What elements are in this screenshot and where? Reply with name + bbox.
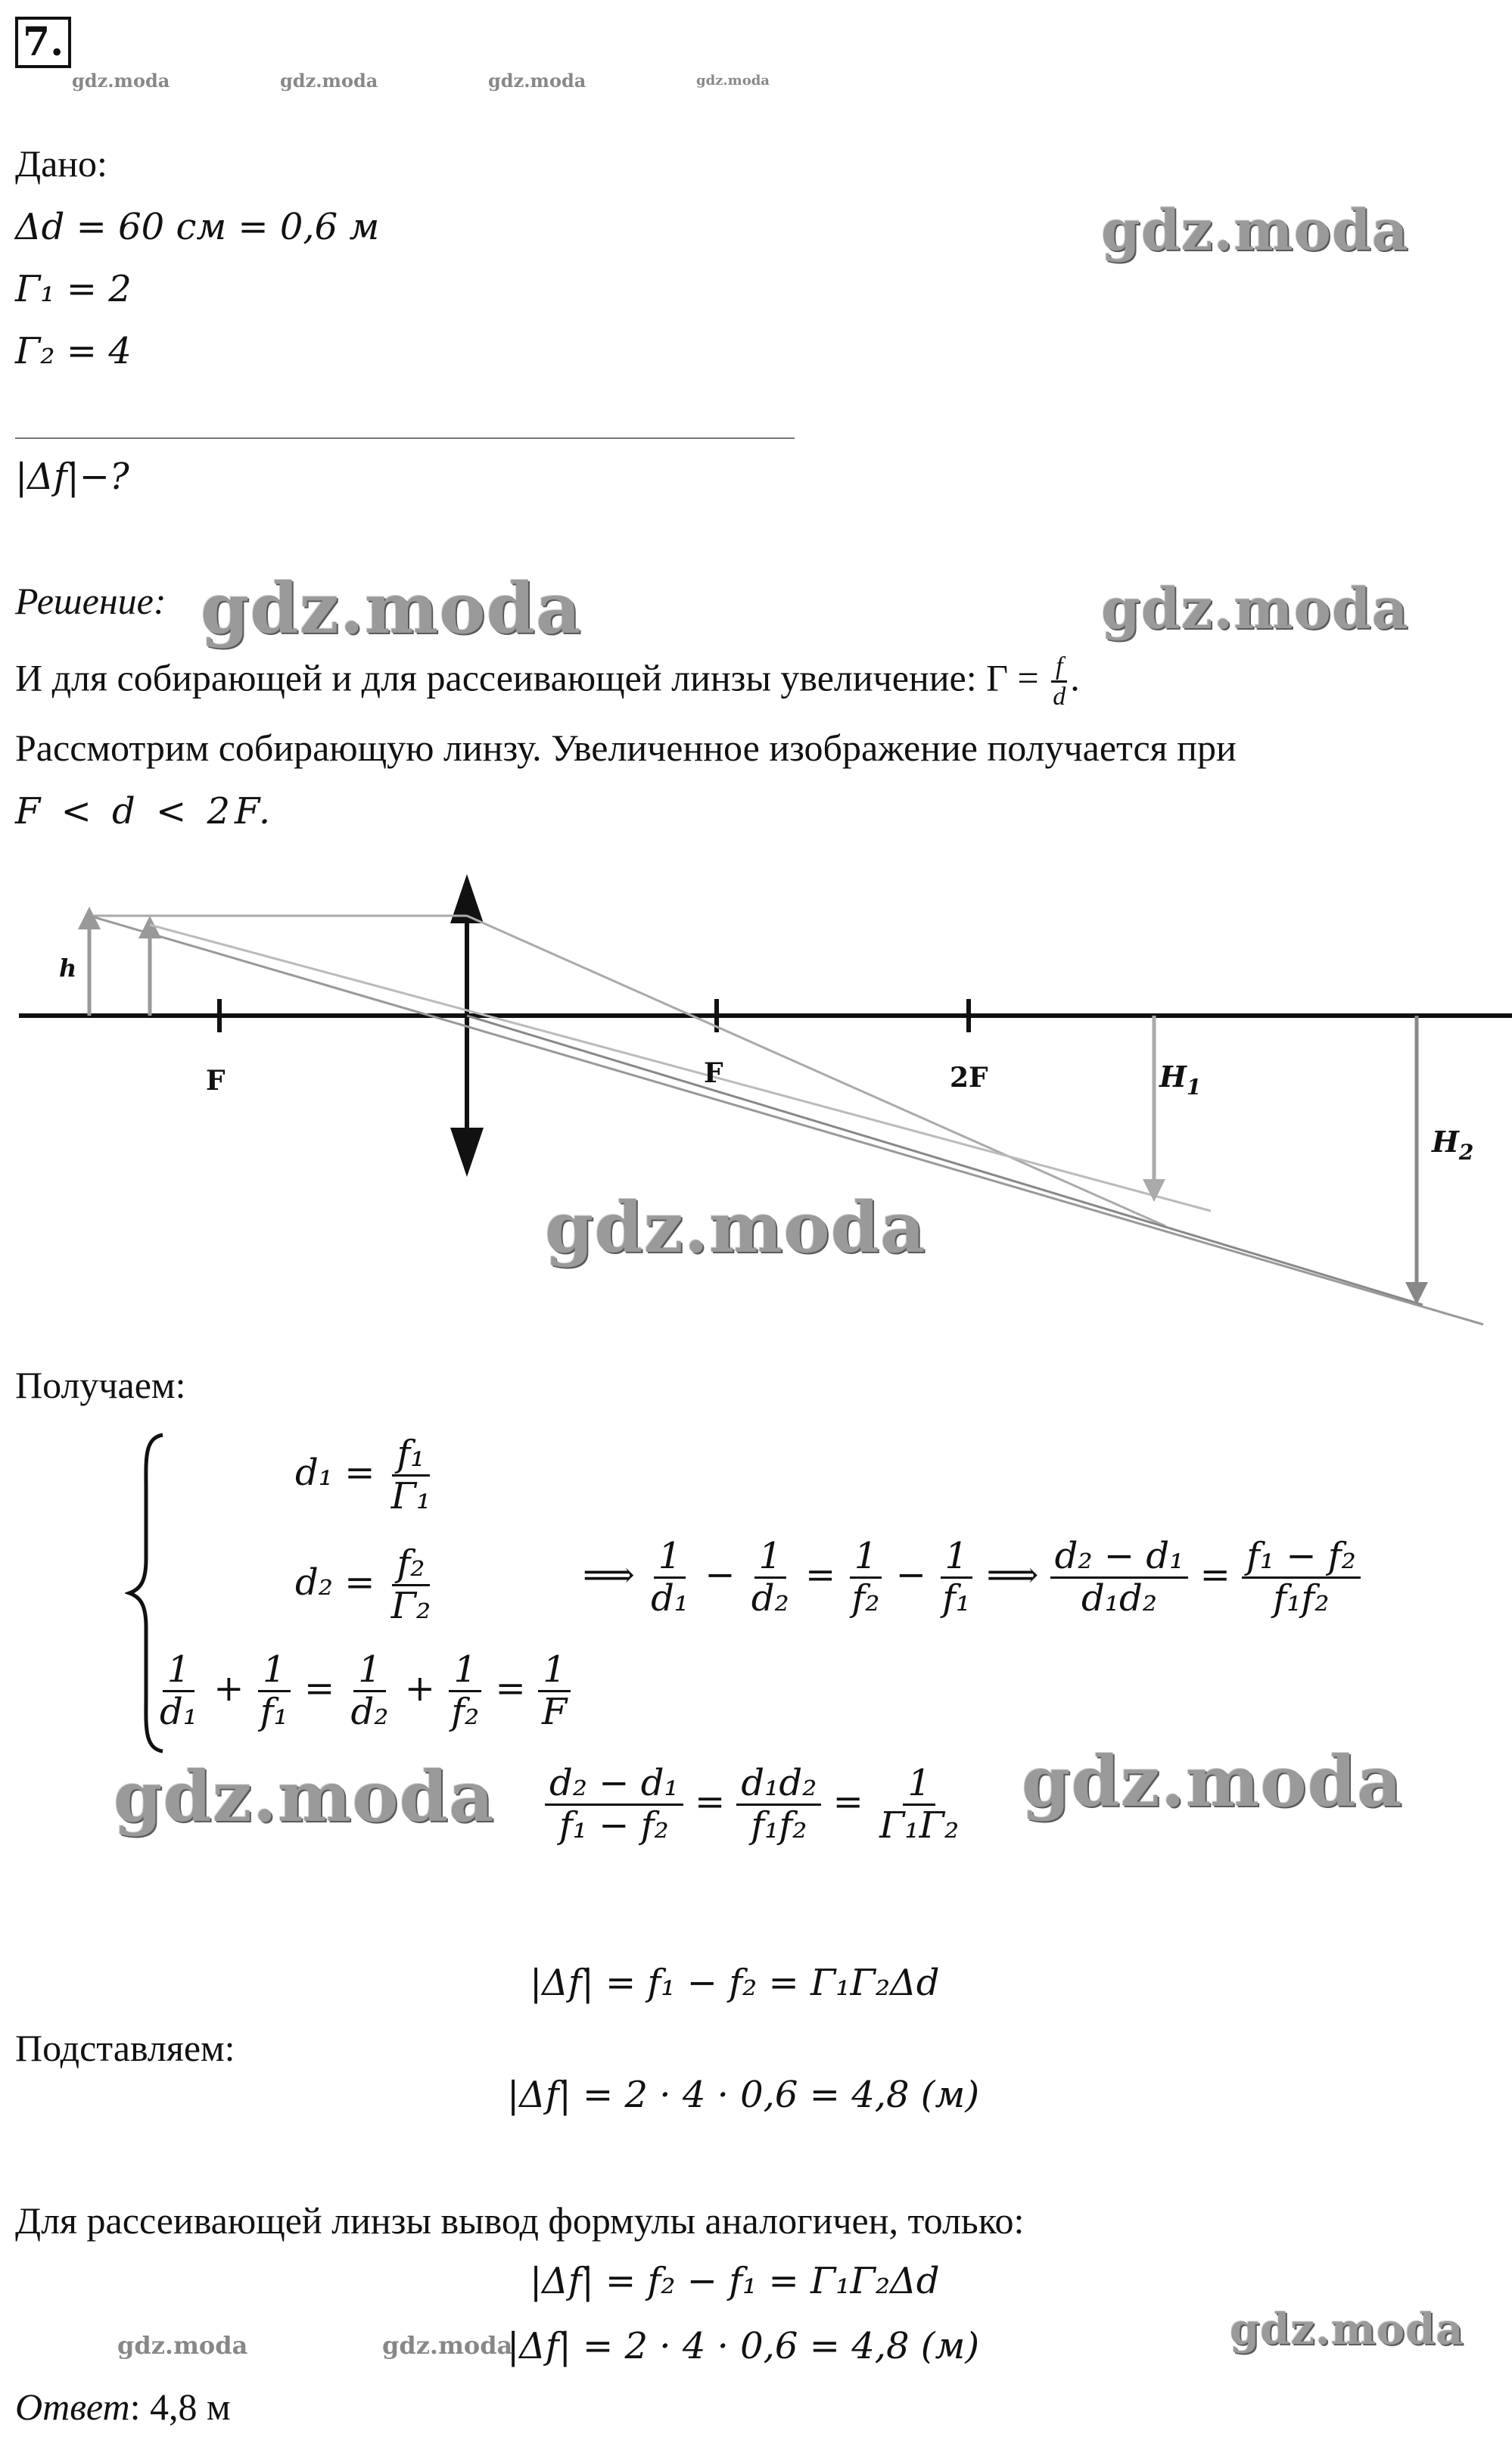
given-gamma2: Γ₂ = 4 (15, 330, 132, 372)
magnification-text: И для собирающей и для рассеивающей линзы увеличение: Γ = $\frac{f}{d}$ . (15, 652, 1080, 711)
diverging-formula-1: |Δf| = f₂ − f₁ = Γ₁Γ₂Δd (530, 2260, 940, 2302)
diverging-text: Для рассеивающей линзы вывод формулы аналогичен, только: (15, 2199, 1025, 2242)
solution-label: Решение: (15, 580, 166, 622)
given-label: Дано: (15, 142, 107, 185)
watermark: gdz.moda (696, 73, 770, 89)
given-gamma1: Γ₁ = 2 (15, 268, 132, 310)
substitute-formula: |Δf| = 2 · 4 · 0,6 = 4,8 (м) (507, 2074, 980, 2116)
result-formula: |Δf| = f₁ − f₂ = Γ₁Γ₂Δd (530, 1962, 940, 2004)
watermark: gdz.moda (1101, 577, 1409, 642)
watermark: gdz.moda (280, 70, 378, 92)
watermark: gdz.moda (1022, 1741, 1403, 1822)
diverging-formula-2: |Δf| = 2 · 4 · 0,6 = 4,8 (м) (507, 2325, 980, 2367)
watermark: gdz.moda (545, 1187, 926, 1268)
given-divider (15, 437, 795, 439)
label-h2: $H_2$ (1432, 1125, 1474, 1165)
converging-lens-text: Рассмотрим собирающую линзу. Увеличенное изображение получается при (15, 727, 1237, 769)
watermark: gdz.moda (117, 2331, 248, 2360)
label-h: h (59, 954, 77, 982)
watermark: gdz.moda (1230, 2305, 1464, 2354)
system-eq3: $\frac{1}{\text{d₁}}$ + $\frac{1}{\text{f₁}}$ = $\frac{1}{\text{d₂}}$ + $\frac{1}{\text{f₂}}$ = $\frac{1}{F}$ (155, 1650, 571, 1732)
watermark: gdz.moda (114, 1756, 495, 1838)
label-h1: $H_1$ (1159, 1060, 1202, 1100)
system-eq1: d₁ = $\frac{\text{f₁}}{\text{Γ₁}}$ (295, 1433, 431, 1517)
ratio-eq: $\frac{\text{d₂ − d₁}}{\text{f₁ − f₂}}$ = $\frac{\text{d₁d₂}}{\text{f₁f₂}}$ = $\frac{1}{\text{Γ₁Γ₂}}$ (545, 1763, 963, 1846)
ray (467, 916, 1165, 1226)
label-f-right: F (704, 1057, 723, 1089)
watermark: gdz.moda (488, 70, 586, 92)
watermark: gdz.moda (72, 70, 170, 92)
condition-text: F < d < 2F. (15, 790, 275, 833)
poluchaem-label: Получаем: (15, 1364, 186, 1406)
answer: Ответ: 4,8 м (15, 2386, 231, 2428)
system-eq2: d₂ = $\frac{\text{f₂}}{\text{Γ₂}}$ (295, 1542, 431, 1627)
lens-arrow-bottom (450, 1128, 484, 1177)
find-value: |Δf|−? (15, 456, 129, 498)
given-delta-d: Δd = 60 см = 0,6 м (15, 206, 380, 248)
label-f-left: F (206, 1065, 226, 1097)
implication-eq: ⟹ $\frac{1}{\text{d₁}}$ − $\frac{1}{\text{d₂}}$ = $\frac{1}{\text{f₂}}$ − $\frac{1}{\text{f₁}}$ ⟹ $\frac{\text{d₂ − d₁}}{\text{d₁d₂}}$ = $\frac{\text{f₁ − f₂}}{\text{f₁f₂}}$ (583, 1536, 1361, 1619)
ray (150, 925, 1211, 1211)
watermark: gdz.moda (201, 568, 582, 649)
problem-number: 7. (15, 17, 71, 68)
label-2f: 2F (950, 1062, 988, 1094)
watermark: gdz.moda (1101, 198, 1409, 263)
watermark: gdz.moda (382, 2331, 513, 2360)
substitute-label: Подставляем: (15, 2027, 235, 2069)
